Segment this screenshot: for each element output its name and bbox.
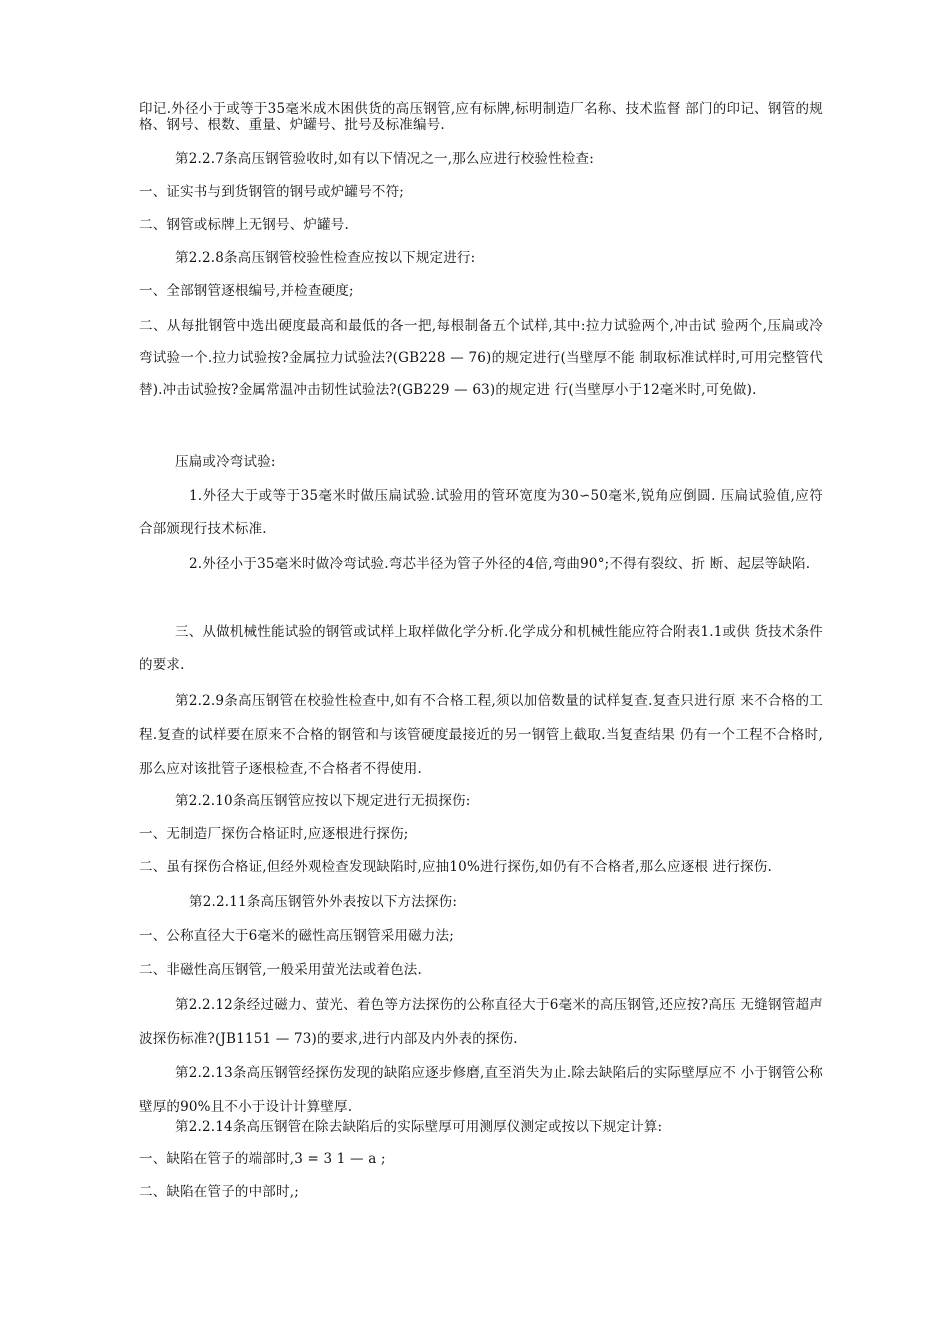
paragraph-2-2-11-item-2: 二、非磁性高压钢管,一般采用萤光法或着色法. bbox=[139, 962, 422, 978]
paragraph-2-2-10-item-1: 一、无制造厂探伤合格证时,应逐根进行探伤; bbox=[139, 826, 409, 842]
paragraph-2-2-14-item-2: 二、缺陷在管子的中部时,; bbox=[139, 1184, 299, 1200]
paragraph-2-2-14-item-1: 一、缺陷在管子的端部时,3 = 3 1 — a ; bbox=[139, 1151, 386, 1167]
paragraph-2-2-8-item-2: 二、从每批钢管中选出硬度最高和最低的各一把,每根制备五个试样,其中:拉力试验两个,冲击试 验两个,压扁或冷弯试验一个.拉力试验按?金属拉力试验法?(GB228 — 76)的规定进行(当壁厚不能 制取标准试样时,可用完整管代替).冲击试验按?金属常温冲击韧性试验法?(GB229 — 63)的规定进 行(当壁厚小于12毫米时,可免做). bbox=[139, 318, 823, 398]
paragraph-2-2-7-item-1: 一、证实书与到货钢管的钢号或炉罐号不符; bbox=[139, 184, 405, 200]
paragraph-2-2-7: 第2.2.7条高压钢管验收时,如有以下情况之一,那么应进行校验性检查: bbox=[175, 151, 594, 167]
paragraph-2-2-10-item-2: 二、虽有探伤合格证,但经外观检查发现缺陷时,应抽10%进行探伤,如仍有不合格者,那么应逐根 进行探伤. bbox=[139, 859, 772, 875]
paragraph-2-2-13: 第2.2.13条高压钢管经探伤发现的缺陷应逐步修磨,直至消失为止.除去缺陷后的实际壁厚应不 小于钢管公称壁厚的90%且不小于设计计算壁厚. bbox=[139, 1065, 823, 1115]
paragraph-2-2-8-item-3: 三、从做机械性能试验的钢管或试样上取样做化学分析.化学成分和机械性能应符合附表1.1或供 货技术条件的要求. bbox=[139, 624, 823, 673]
paragraph-2-2-9: 第2.2.9条高压钢管在校验性检查中,如有不合格工程,须以加倍数量的试样复查.复查只进行原 来不合格的工程.复查的试样要在原来不合格的钢管和与该管硬度最接近的另一钢管上截取.当复查结果 仍有一个工程不合格时,那么应对该批管子逐根检查,不合格者不得使用. bbox=[139, 693, 823, 777]
paragraph-2-2-14: 第2.2.14条高压钢管在除去缺陷后的实际壁厚可用测厚仪测定或按以下规定计算: bbox=[175, 1119, 663, 1135]
paragraph-2-2-10: 第2.2.10条高压钢管应按以下规定进行无损探伤: bbox=[175, 793, 471, 809]
paragraph-2-2-8: 第2.2.8条高压钢管校验性检查应按以下规定进行: bbox=[175, 250, 476, 266]
paragraph-flatten-test: 1.外径大于或等于35毫米时做压扁试验.试验用的管环宽度为30∽50毫米,锐角应倒圆. 压扁试验值,应符合部颁现行技术标准. bbox=[139, 488, 823, 537]
paragraph-marking-label: 印记.外径小于或等于35毫米成木困供货的高压钢管,应有标牌,标明制造厂名称、技术监督 部门的印记、钢管的规格、钢号、根数、重量、炉罐号、批号及标准编号. bbox=[139, 101, 823, 133]
paragraph-flatten-bend-heading: 压扁或冷弯试验: bbox=[175, 454, 276, 470]
paragraph-2-2-8-item-1: 一、全部钢管逐根编号,并检查硬度; bbox=[139, 283, 354, 299]
paragraph-bend-test: 2.外径小于35毫米时做冷弯试验.弯芯半径为管子外径的4倍,弯曲90°;不得有裂纹、折 断、起层等缺陷. bbox=[189, 556, 811, 572]
paragraph-2-2-11: 第2.2.11条高压钢管外外表按以下方法探伤: bbox=[189, 894, 458, 910]
paragraph-2-2-12: 第2.2.12条经过磁力、萤光、着色等方法探伤的公称直径大于6毫米的高压钢管,还应按?高压 无缝钢管超声波探伤标准?(JB1151 — 73)的要求,进行内部及内外表的探伤. bbox=[139, 997, 823, 1047]
paragraph-2-2-7-item-2: 二、钢管或标牌上无钢号、炉罐号. bbox=[139, 217, 349, 233]
paragraph-2-2-11-item-1: 一、公称直径大于6毫米的磁性高压钢管采用磁力法; bbox=[139, 928, 454, 944]
